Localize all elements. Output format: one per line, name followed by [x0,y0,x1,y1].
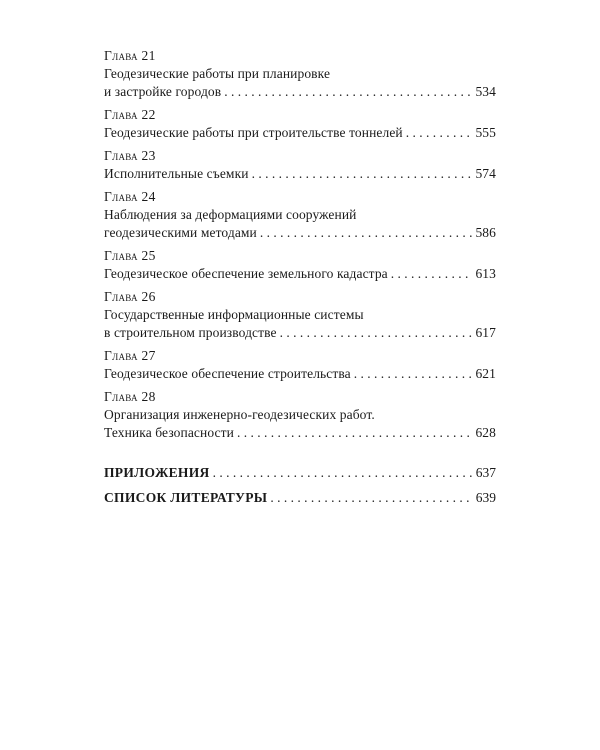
chapter-title-last-line: и застройке городов [104,84,222,99]
chapter-label: Глава 23 [104,148,156,163]
toc-chapter-23[interactable] [104,147,496,183]
dot-leader [237,424,472,442]
dot-leader [260,224,473,242]
dot-leader [391,265,473,283]
chapter-title-last-line: Геодезическое обеспечение строительства [104,366,351,381]
chapter-entry [104,424,496,442]
dot-leader [252,165,473,183]
chapter-title-line: Наблюдения за деформациями сооружений [104,207,357,222]
back-matter-list [104,464,496,507]
page-number: 586 [475,225,496,240]
chapter-entry [104,83,496,101]
chapter-label: Глава 22 [104,107,156,122]
toc-chapter-25[interactable] [104,247,496,283]
chapter-label: Глава 24 [104,189,156,204]
chapter-label: Глава 27 [104,348,156,363]
section-title: ПРИЛОЖЕНИЯ [104,465,210,480]
dot-leader [270,489,472,507]
chapter-label: Глава 25 [104,248,156,263]
toc-chapter-28[interactable] [104,388,496,442]
chapter-label: Глава 26 [104,289,156,304]
chapter-entry [104,324,496,342]
chapter-title-line: Геодезические работы при планировке [104,66,331,81]
chapter-title-last-line: Геодезические работы при строительстве тоннелей [104,125,403,140]
chapter-entry [104,224,496,242]
page-number: 534 [475,84,496,99]
dot-leader [224,83,472,101]
dot-leader [354,365,473,383]
section-title: СПИСОК ЛИТЕРАТУРЫ [104,490,268,505]
table-of-contents [104,47,496,514]
toc-chapter-26[interactable] [104,288,496,342]
toc-chapter-24[interactable] [104,188,496,242]
dot-leader [280,324,473,342]
page-number: 628 [475,425,496,440]
chapter-label: Глава 21 [104,48,156,63]
chapter-title-last-line: Техника безопасности [104,425,234,440]
page-number: 637 [475,465,496,480]
chapter-entry [104,365,496,383]
page-number: 639 [475,490,496,505]
chapter-title-line: Организация инженерно-геодезических работ. [104,407,375,422]
page-number: 574 [475,166,496,181]
chapter-title-last-line: геодезическими методами [104,225,257,240]
chapter-label: Глава 28 [104,389,156,404]
chapter-entry [104,124,496,142]
dot-leader [406,124,473,142]
toc-section-appendices[interactable] [104,464,496,482]
page-number: 617 [475,325,496,340]
chapter-title-last-line: в строительном производстве [104,325,277,340]
chapter-title-line: Государственные информационные системы [104,307,364,322]
toc-chapter-21[interactable] [104,47,496,101]
dot-leader [213,464,473,482]
chapter-title-last-line: Исполнительные съемки [104,166,249,181]
page-number: 621 [475,366,496,381]
chapter-title-last-line: Геодезическое обеспечение земельного кадастра [104,266,388,281]
chapter-entry [104,265,496,283]
toc-chapter-27[interactable] [104,347,496,383]
toc-chapter-22[interactable] [104,106,496,142]
toc-section-bibliography[interactable] [104,489,496,507]
page-number: 613 [475,266,496,281]
page-number: 555 [475,125,496,140]
chapter-entry [104,165,496,183]
